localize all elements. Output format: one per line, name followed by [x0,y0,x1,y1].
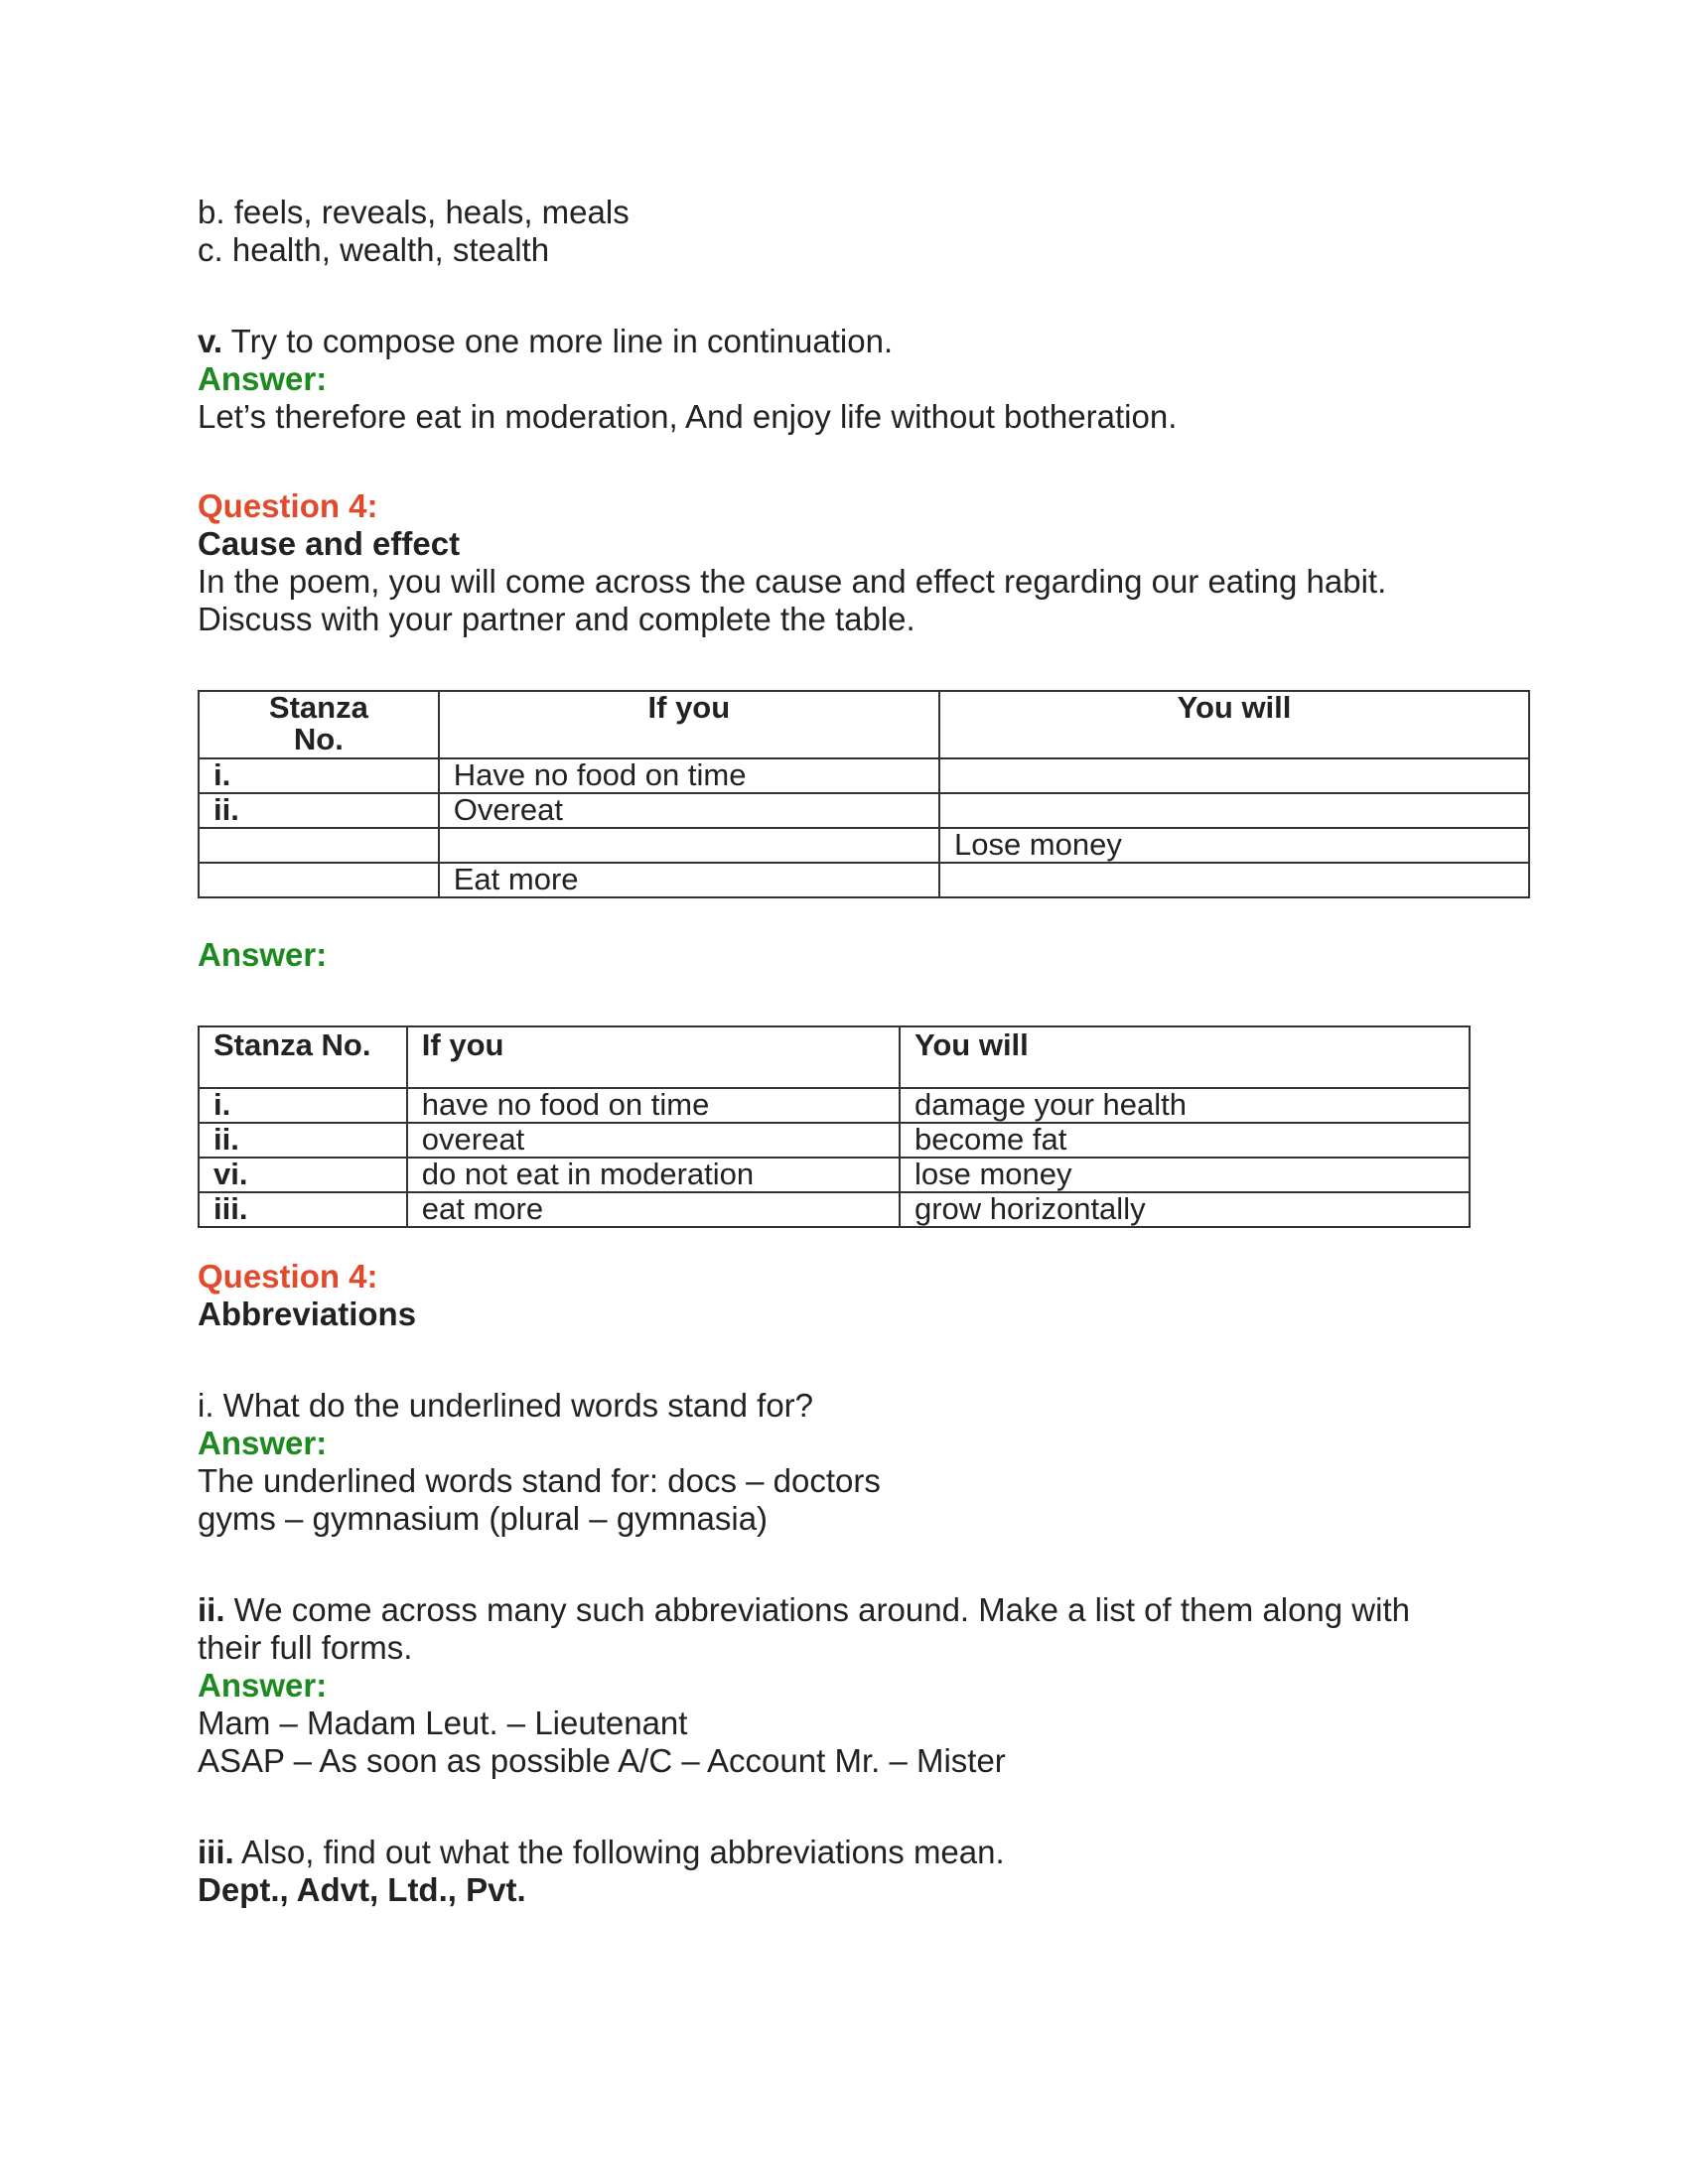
table-cell: do not eat in moderation [407,1158,900,1192]
section-title: Cause and effect [198,525,461,562]
abbreviation-list: Dept., Advt, Ltd., Pvt. [198,1871,526,1908]
table-cell: eat more [407,1192,900,1227]
answer-label: Answer: [198,360,328,397]
table-cell: ii. [199,793,439,828]
table-row [199,828,1529,863]
table-cell: i. [199,1088,407,1123]
answer-text: The underlined words stand for: docs – doctors [198,1462,881,1499]
question-v [198,323,1538,360]
question-ii-text: We come across many such abbreviations around. Make a list of them along with [224,1591,1410,1628]
question-heading: Question 4: [198,1258,378,1295]
answer-text: ASAP – As soon as possible A/C – Account Mr. – Mister [198,1742,1006,1779]
table-header-row [199,1026,1470,1088]
answer-label: Answer: [198,936,328,973]
table-cell [439,828,939,863]
table-row [199,1123,1470,1158]
header-stanza: Stanza No. [199,691,439,758]
cause-effect-table [198,690,1530,898]
answer-text: gyms – gymnasium (plural – gymnasia) [198,1500,769,1537]
answer-label: Answer: [198,1425,328,1461]
table-cell: grow horizontally [900,1192,1470,1227]
table-cell: Overeat [439,793,939,828]
table-cell [939,863,1529,897]
section-title: Abbreviations [198,1296,417,1332]
table-cell: vi. [199,1158,407,1192]
table-row [199,1192,1470,1227]
table-row [199,1088,1470,1123]
answer-table [198,1025,1471,1228]
table-row [199,863,1529,897]
table-header-row [199,691,1529,758]
instruction-line: Discuss with your partner and complete the table. [198,601,915,637]
question-v-label: v. [198,323,223,359]
table-cell: damage your health [900,1088,1470,1123]
table-cell: Lose money [939,828,1529,863]
instruction-line: In the poem, you will come across the cause and effect regarding our eating habit. [198,563,1387,600]
table-row [199,758,1529,793]
option-b: b. feels, reveals, heals, meals [198,194,630,230]
table-cell [939,758,1529,793]
table-cell [199,828,439,863]
question-heading: Question 4: [198,487,378,524]
question-v-text: Try to compose one more line in continuation. [222,323,894,359]
header-you-will: You will [900,1026,1470,1088]
question-ii-label: ii. [198,1591,225,1628]
table-cell: i. [199,758,439,793]
question-ii [198,1591,1538,1629]
question-iii [198,1834,1538,1871]
document-page [198,194,1538,1909]
table-cell: lose money [900,1158,1470,1192]
header-if-you: If you [407,1026,900,1088]
table-cell: have no food on time [407,1088,900,1123]
table-row [199,793,1529,828]
table-cell [939,793,1529,828]
table-cell: overeat [407,1123,900,1158]
header-you-will: You will [939,691,1529,758]
table-cell: Have no food on time [439,758,939,793]
table-cell [199,863,439,897]
table-cell: Eat more [439,863,939,897]
answer-text: Mam – Madam Leut. – Lieutenant [198,1705,688,1741]
header-if-you: If you [439,691,939,758]
answer-label: Answer: [198,1667,328,1704]
answer-text: Let’s therefore eat in moderation, And enjoy life without botheration. [198,398,1178,435]
option-c: c. health, wealth, stealth [198,231,550,268]
table-row [199,1158,1470,1192]
table-cell: become fat [900,1123,1470,1158]
table-cell: iii. [199,1192,407,1227]
question-ii-text-cont: their full forms. [198,1629,413,1666]
table-cell: ii. [199,1123,407,1158]
question-i: i. What do the underlined words stand for? [198,1387,814,1424]
question-iii-label: iii. [198,1834,234,1870]
header-stanza: Stanza No. [199,1026,407,1088]
question-iii-text: Also, find out what the following abbreviations mean. [233,1834,1005,1870]
